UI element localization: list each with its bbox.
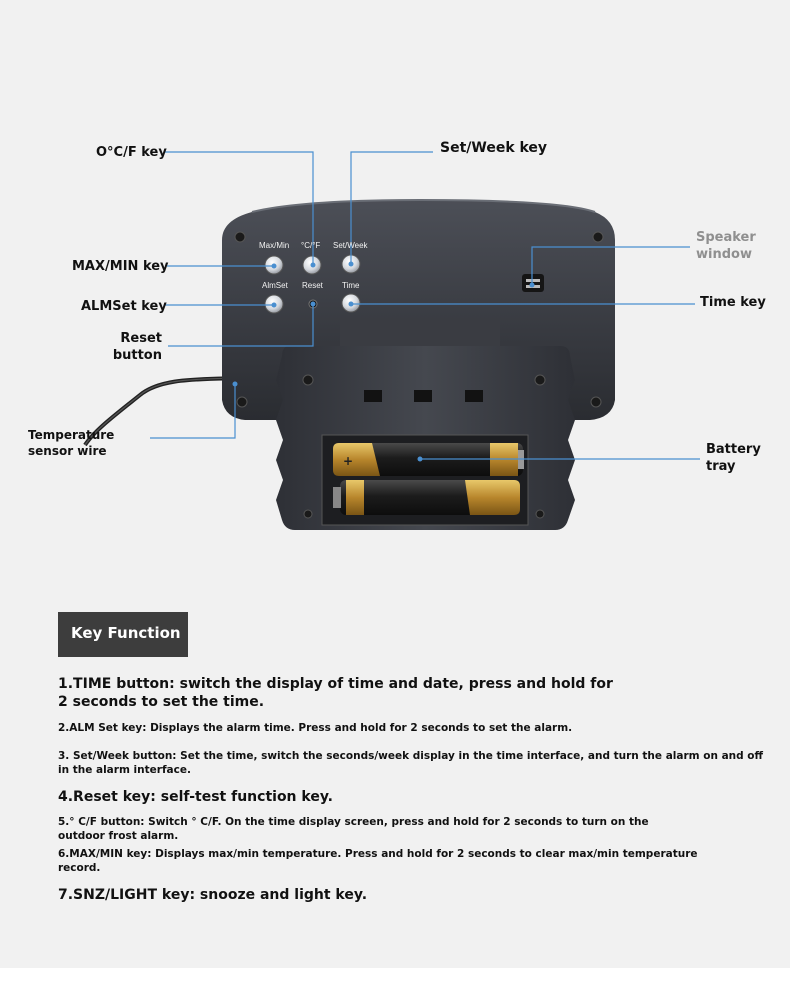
label-temp-line2: sensor wire [28, 444, 107, 458]
item-6-line1: 6.MAX/MIN key: Displays max/min temperature. Press and hold for 2 seconds to clear max/min temperature [58, 848, 698, 860]
key-function-item-7 [58, 886, 367, 904]
key-function-item-3 [58, 749, 763, 777]
item-6-line2: record. [58, 862, 101, 874]
caption-reset: Reset [302, 281, 323, 290]
label-reset-line1: Reset [120, 331, 162, 346]
label-reset-button [112, 330, 162, 364]
key-function-heading: Key Function [71, 624, 181, 642]
caption-set-week: Set/Week [333, 241, 368, 250]
label-temp-sensor-wire [28, 427, 114, 459]
label-set-week-key: Set/Week key [440, 140, 548, 156]
label-oc-f-key: O°C/F key [96, 145, 167, 160]
svg-text:+: + [343, 454, 354, 468]
item-4-line1: 4.Reset key: self-test function key. [58, 789, 333, 805]
key-function-item-6 [58, 847, 698, 875]
caption-max-min: Max/Min [259, 241, 290, 250]
label-max-min-key: MAX/MIN key [72, 259, 169, 274]
label-time-key: Time key [700, 295, 766, 310]
key-function-item-4 [58, 788, 333, 806]
label-battery-tray [706, 441, 761, 475]
item-1-line1: 1.TIME button: switch the display of time and date, press and hold for [58, 676, 613, 692]
caption-almset: AlmSet [262, 281, 288, 290]
item-7-line1: 7.SNZ/LIGHT key: snooze and light key. [58, 887, 368, 903]
key-function-item-5 [58, 815, 649, 843]
key-function-item-1 [58, 675, 613, 711]
label-temp-line1: Temperature [28, 428, 115, 442]
key-function-heading-box [58, 612, 188, 657]
item-3-line2: in the alarm interface. [58, 764, 191, 776]
item-5-line1: 5.° C/F button: Switch ° C/F. On the time display screen, press and hold for 2 seconds to turn on the [58, 816, 649, 828]
label-almset-key: ALMSet key [81, 299, 167, 314]
item-2-line1: 2.ALM Set key: Displays the alarm time. Press and hold for 2 seconds to set the alarm. [58, 722, 573, 734]
caption-cf: °C/°F [301, 241, 321, 250]
item-5-line2: outdoor frost alarm. [58, 830, 179, 842]
label-speaker-window [696, 229, 756, 263]
label-battery-line2: tray [706, 459, 736, 474]
item-3-line1: 3. Set/Week button: Set the time, switch the seconds/week display in the time interface, and turn the alarm on and off [58, 750, 764, 762]
key-function-item-2 [58, 721, 572, 735]
label-reset-line2: button [112, 348, 162, 363]
caption-time: Time [342, 281, 360, 290]
label-speaker-line2: window [696, 247, 752, 262]
label-battery-line1: Battery [706, 442, 761, 457]
item-1-line2: 2 seconds to set the time. [58, 694, 265, 710]
label-speaker-line1: Speaker [696, 230, 756, 245]
